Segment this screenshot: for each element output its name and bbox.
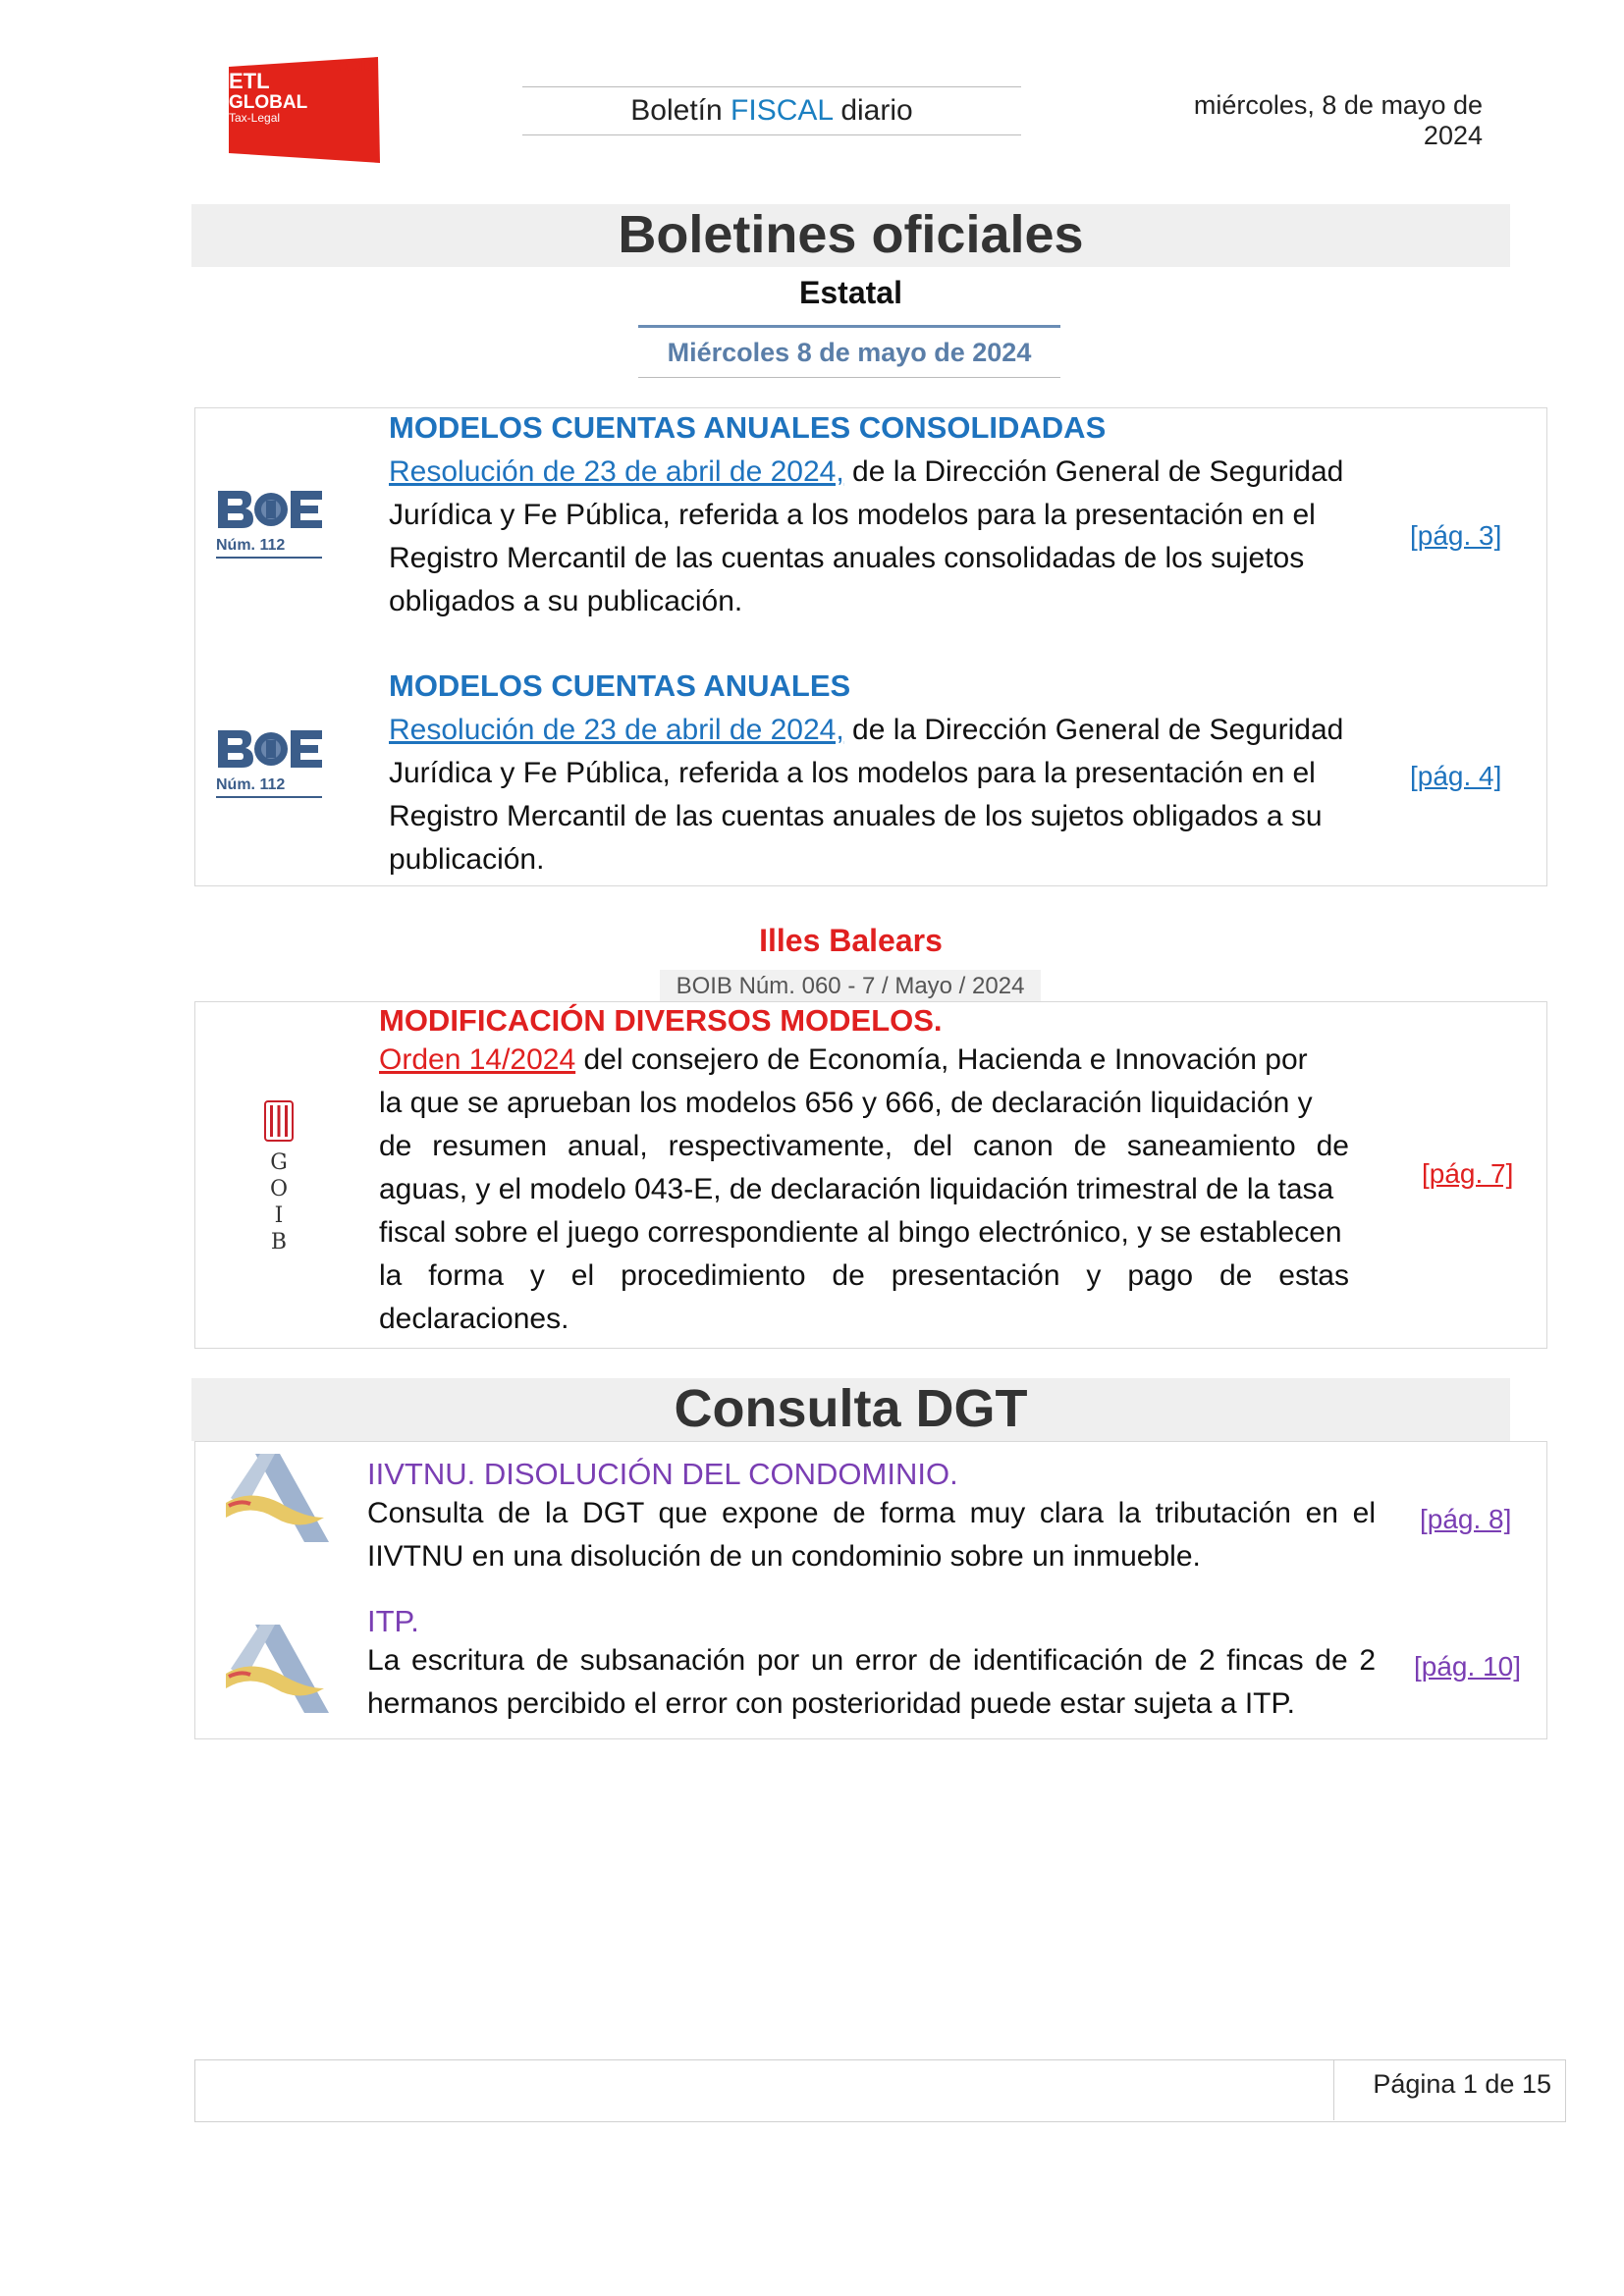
page-link-7[interactable]: [pág. 7] <box>1422 1158 1514 1189</box>
goib-letter: G <box>270 1150 288 1175</box>
bulletin-header-title <box>522 86 1021 135</box>
goib-letter: B <box>270 1230 288 1255</box>
goib-logo <box>259 1099 298 1255</box>
footer-divider <box>1333 2059 1334 2120</box>
boib-reference: BOIB Núm. 060 - 7 / Mayo / 2024 <box>660 970 1041 1003</box>
body-line: de resumen anual, respectivamente, del canon de saneamiento de <box>379 1130 1349 1162</box>
orden-link[interactable]: Orden 14/2024 <box>379 1043 576 1076</box>
goib-letters <box>259 1149 298 1255</box>
etl-global-logo <box>221 57 383 165</box>
item-title-iivtnu: IIVTNU. DISOLUCIÓN DEL CONDOMINIO. <box>367 1457 958 1491</box>
baleares-heading: Illes Balears <box>759 923 943 958</box>
page-number: Página 1 de 15 <box>1373 2069 1551 2099</box>
boe-logo-1 <box>216 487 324 559</box>
section-title-boletines: Boletines oficiales <box>618 205 1084 264</box>
body-line: de la Dirección General de Seguridad <box>843 455 1344 488</box>
body-line: de la Dirección General de Seguridad <box>843 714 1344 746</box>
body-line: hermanos percibido el error con posterioridad puede estar sujeta a ITP. <box>367 1687 1295 1720</box>
item-body-modificacion <box>379 1039 1349 1341</box>
item-title-consolidadas: MODELOS CUENTAS ANUALES CONSOLIDADAS <box>389 410 1107 445</box>
resolucion-link-1[interactable]: Resolución de 23 de abril de 2024, <box>389 455 844 488</box>
boe-number-1: Núm. 112 <box>216 537 322 559</box>
aeat-logo-2 <box>221 1620 329 1723</box>
body-line: obligados a su publicación. <box>389 585 743 617</box>
resolucion-link-2[interactable]: Resolución de 23 de abril de 2024, <box>389 714 844 746</box>
svg-text:GLOBAL: GLOBAL <box>229 92 308 113</box>
item-title-modificacion: MODIFICACIÓN DIVERSOS MODELOS. <box>379 1003 943 1038</box>
body-line: del consejero de Economía, Hacienda e Innovación por <box>575 1043 1308 1076</box>
goib-emblem-icon <box>259 1099 298 1145</box>
goib-letter: O <box>269 1177 289 1201</box>
page-link-3[interactable]: [pág. 3] <box>1410 520 1502 551</box>
body-line: Jurídica y Fe Pública, referida a los modelos para la presentación en el <box>389 499 1316 531</box>
body-line: Consulta de la DGT que expone de forma muy clara la tributación en el <box>367 1497 1376 1529</box>
header-date: miércoles, 8 de mayo de 2024 <box>1193 90 1483 150</box>
estatal-heading: Estatal <box>799 275 902 310</box>
estatal-date: Miércoles 8 de mayo de 2024 <box>638 325 1060 378</box>
body-line: publicación. <box>389 843 545 876</box>
body-line: fiscal sobre el juego correspondiente al bingo electrónico, y se establecen <box>379 1216 1342 1249</box>
body-line: La escritura de subsanación por un error de identificación de 2 fincas de 2 <box>367 1644 1376 1677</box>
bulletin-accent: FISCAL <box>731 94 833 127</box>
page-link-10[interactable]: [pág. 10] <box>1414 1651 1521 1682</box>
page-link-8[interactable]: [pág. 8] <box>1420 1504 1512 1534</box>
aeat-logo-1 <box>221 1449 329 1552</box>
body-line: Registro Mercantil de las cuentas anuales consolidadas de los sujetos <box>389 542 1305 574</box>
svg-text:ADD: ADD <box>337 57 373 75</box>
body-line: Registro Mercantil de las cuentas anuales de los sujetos obligados a su <box>389 800 1323 832</box>
item-title-itp: ITP. <box>367 1604 419 1638</box>
boe-logo-2 <box>216 726 324 798</box>
item-body-consolidadas <box>389 451 1356 623</box>
body-line: IIVTNU en una disolución de un condominio sobre un inmueble. <box>367 1540 1201 1573</box>
page-link-4[interactable]: [pág. 4] <box>1410 761 1502 791</box>
body-line: Jurídica y Fe Pública, referida a los modelos para la presentación en el <box>389 757 1316 789</box>
svg-text:Tax-Legal: Tax-Legal <box>229 111 281 125</box>
body-line: la que se aprueban los modelos 656 y 666, de declaración liquidación y <box>379 1087 1313 1119</box>
body-line: declaraciones. <box>379 1303 569 1335</box>
body-line: aguas, y el modelo 043-E, de declaración liquidación trimestral de la tasa <box>379 1173 1334 1205</box>
boe-number-2: Núm. 112 <box>216 776 322 798</box>
svg-text:ETL: ETL <box>229 69 270 93</box>
bulletin-suffix: diario <box>840 94 913 127</box>
body-line: la forma y el procedimiento de presentación y pago de estas <box>379 1259 1349 1292</box>
item-body-iivtnu <box>367 1492 1376 1578</box>
item-body-cuentas-anuales <box>389 709 1356 881</box>
section-title-consulta: Consulta DGT <box>674 1379 1028 1438</box>
bulletin-prefix: Boletín <box>630 94 723 127</box>
item-body-itp <box>367 1639 1376 1726</box>
item-title-cuentas-anuales: MODELOS CUENTAS ANUALES <box>389 668 851 703</box>
goib-letter: I <box>274 1203 284 1228</box>
